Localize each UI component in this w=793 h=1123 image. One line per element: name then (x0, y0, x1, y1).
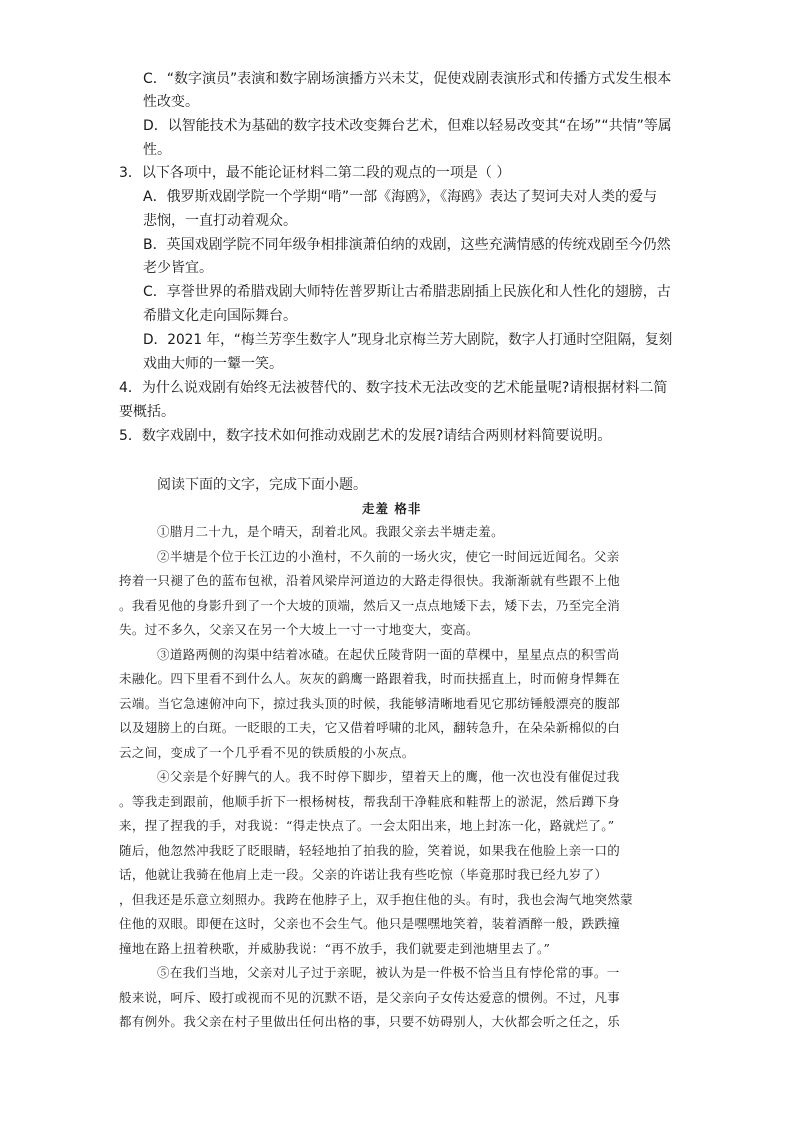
q3-option-d-line1: D．2021 年，“梅兰芳孪生数字人”现身北京梅兰芳大剧院，数字人打通时空阻隔，复刻 (143, 332, 673, 348)
passage-line: 以及翅膀上的白斑。一眨眼的工夫，它又借着呼啸的北风，翻转急升，在朵朵新棉似的白 (119, 720, 621, 735)
passage-line: 来，捏了捏我的手，对我说：“得走快点了。一会太阳出来，地上封冻一化，路就烂了。” (119, 818, 615, 833)
q2-option-d-line2: 性。 (143, 142, 171, 158)
q4-line2: 要概括。 (119, 404, 175, 420)
passage-line: 。我看见他的身影升到了一个大坡的顶端，然后又一点点地矮下去，矮下去，乃至完全消 (119, 598, 621, 613)
passage-line: 未融化。四下里看不到什么人。灰灰的鹞鹰一路跟着我，时而扶摇直上，时而俯身悍舞在 (119, 671, 621, 686)
q3-option-a-line2: 悲悯，一直打动着观众。 (143, 213, 297, 229)
passage-line: 。等我走到跟前，他顺手折下一根杨树枝，帮我刮干净鞋底和鞋帮上的淤泥，然后蹲下身 (119, 794, 621, 809)
passage-line: ，但我还是乐意立刻照办。我跨在他脖子上，双手抱住他的头。有时，我也会淘气地突然蒙 (119, 892, 634, 907)
q3-option-b-line2: 老少皆宜。 (143, 260, 213, 276)
passage-line: 撞地在路上扭着秧歌，并威胁我说：“再不放手，我们就要走到池塘里去了。” (119, 941, 551, 956)
passage-line: ⑤在我们当地，父亲对儿子过于亲昵，被认为是一件极不恰当且有悖伦常的事。一 (157, 965, 620, 980)
q3-option-c-line2: 希腊文化走向国际舞台。 (143, 308, 297, 324)
passage-title: 走羞 格非 (362, 501, 422, 516)
passage-line: ④父亲是个好脾气的人。我不时停下脚步，望着天上的鹰，他一次也没有催促过我 (157, 769, 620, 784)
passage-line: 云之间，变成了一个几乎看不见的铁质般的小灰点。 (119, 745, 415, 760)
q2-option-d-line1: D．以智能技术为基础的数字技术改变舞台艺术，但难以轻易改变其“在场”“共情”等属 (143, 118, 672, 134)
q5-line1: 5．数字戏剧中，数字技术如何推动戏剧艺术的发展?请结合两则材料简要说明。 (119, 428, 612, 444)
q4-line1: 4．为什么说戏剧有始终无法被替代的、数字技术无法改变的艺术能量呢?请根据材料二简 (119, 380, 668, 396)
passage-line: 都有例外。我父亲在村子里做出任何出格的事，只要不妨碍别人，大伙都会听之任之，乐 (119, 1014, 621, 1029)
passage-line: 话，他就让我骑在他肩上走一段。父亲的许诺让我有些吃惊（毕竟那时我已经九岁了） (119, 867, 608, 882)
q3-option-d-line2: 戏曲大师的一颦一笑。 (143, 356, 283, 372)
q3-stem: 3．以下各项中，最不能论证材料二第二段的观点的一项是（ ） (119, 165, 511, 181)
reading-instruction: 阅读下面的文字，完成下面小题。 (157, 477, 367, 493)
passage-line: 云端。当它急速俯冲向下，掠过我头顶的时候，我能够清晰地看见它那纺锤般漂亮的腹部 (119, 696, 621, 711)
passage-line: ①腊月二十九，是个晴天，刮着北风。我跟父亲去半塘走羞。 (157, 524, 504, 539)
q3-option-a-line1: A．俄罗斯戏剧学院一个学期“啃”一部《海鸥》，《海鸥》表达了契诃夫对人类的爱与 (143, 189, 658, 205)
passage-line: ③道路两侧的沟渠中结着冰碴。在起伏丘陵背阴一面的草棵中，星星点点的积雪尚 (157, 647, 620, 662)
passage-line: 般来说，呵斥、殴打或视而不见的沉默不语，是父亲向子女传达爱意的惯例。不过，凡事 (119, 990, 621, 1005)
q3-option-c-line1: C．享誉世界的希腊戏剧大师特佐普罗斯让古希腊悲剧插上民族化和人性化的翅膀，古 (143, 284, 671, 300)
passage-line: 失。过不多久，父亲又在另一个大坡上一寸一寸地变大，变高。 (119, 622, 479, 637)
q2-option-c-line2: 性改变。 (143, 94, 199, 110)
q3-option-b-line1: B．英国戏剧学院不同年级争相排演萧伯纳的戏剧，这些充满情感的传统戏剧至今仍然 (143, 237, 671, 253)
passage-line: 挎着一只褪了色的蓝布包袱，沿着风梁岸河道边的大路走得很快。我渐渐就有些跟不上他 (119, 573, 621, 588)
passage-line: 住他的双眼。即便在这时，父亲也不会生气。他只是嘿嘿地笑着，装着酒醉一般，跌跌撞 (119, 916, 621, 931)
passage-line: 随后，他忽然冲我眨了眨眼睛，轻轻地拍了拍我的脸，笑着说，如果我在他脸上亲一口的 (119, 843, 621, 858)
q2-option-c-line1: C．“数字演员”表演和数字剧场演播方兴未艾，促使戏剧表演形式和传播方式发生根本 (143, 71, 672, 87)
passage-line: ②半塘是个位于长江边的小渔村，不久前的一场火灾，使它一时间远近闻名。父亲 (157, 549, 620, 564)
